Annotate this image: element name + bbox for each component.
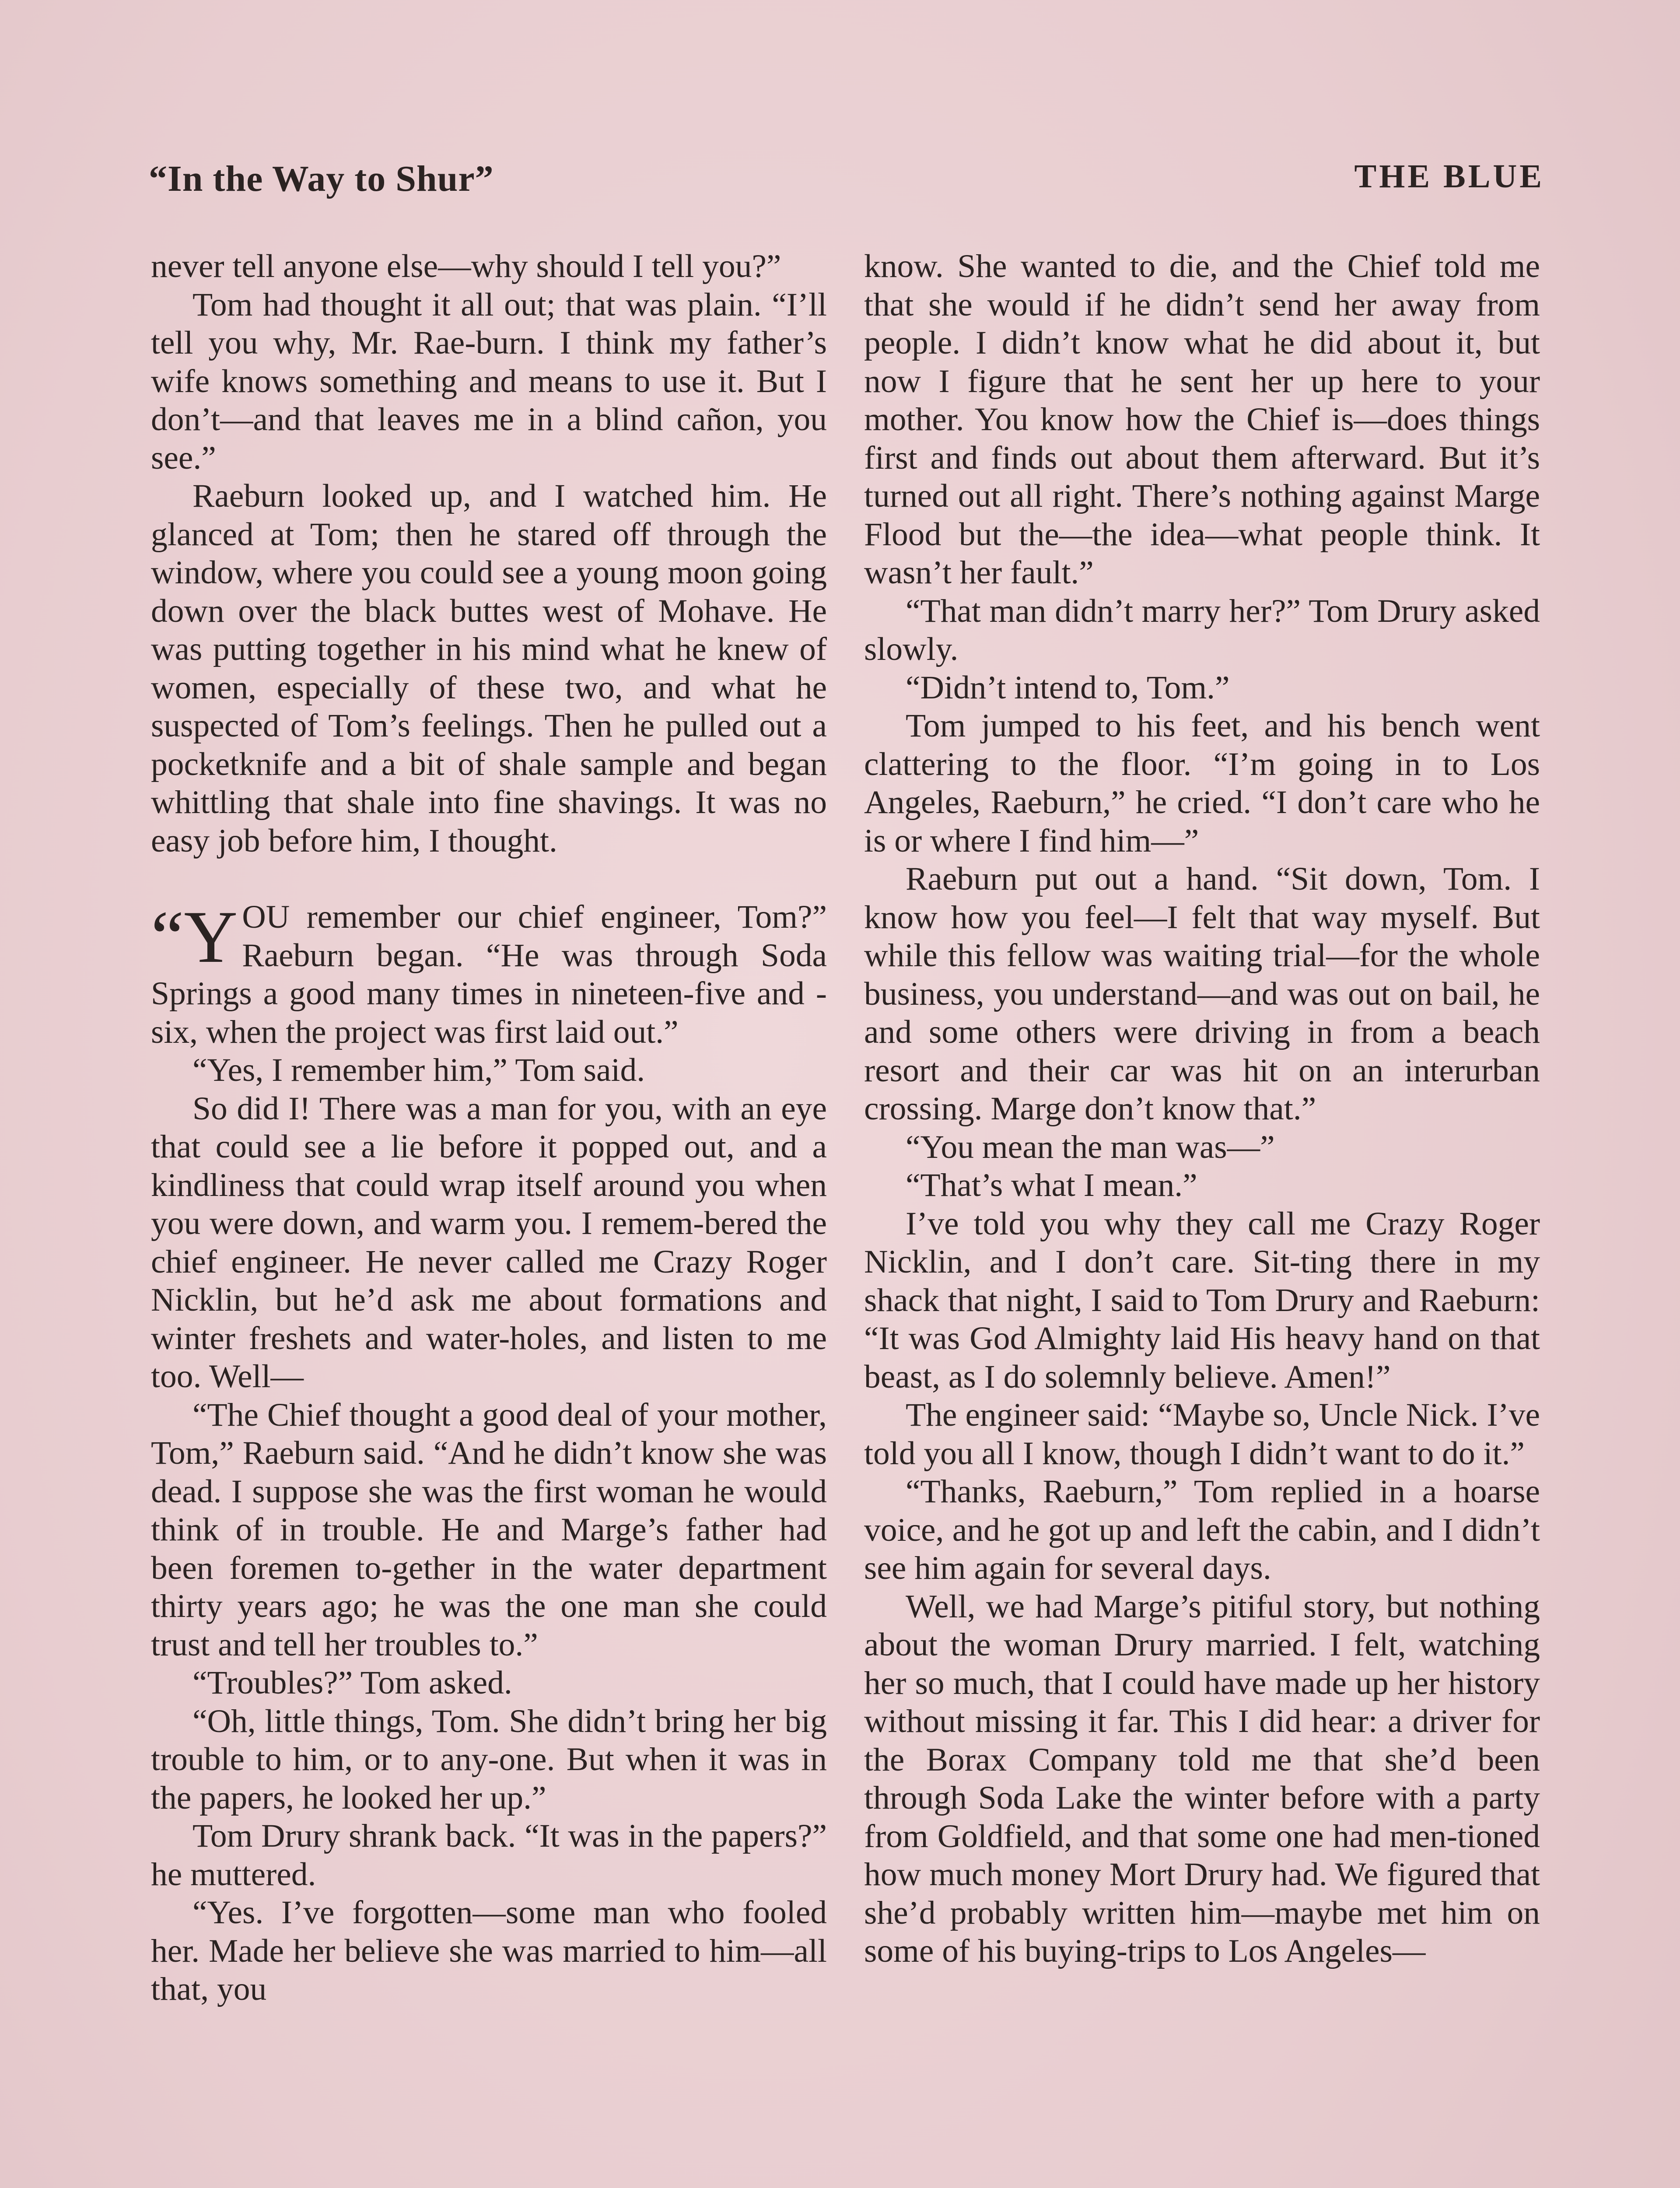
magazine-title: THE BLUE [1354, 158, 1544, 195]
right-column [864, 247, 1540, 1971]
story-title: “In the Way to Shur” [149, 158, 494, 199]
paragraph: Tom had thought it all out; that was plain. “I’ll tell you why, Mr. Rae-burn. I think my father’s wife knows something and means to use it. But I don’t—and that leaves me in a blind cañon, you see.” [151, 286, 827, 476]
paragraph: Raeburn put out a hand. “Sit down, Tom. I know how you feel—I felt that way myself. But while this fellow was waiting trial—for the whole business, you understand—and was out on bail, he and some others were driving in from a beach resort and their car was hit on an interurban crossing. Marge don’t know that.” [864, 861, 1540, 1127]
running-head [149, 158, 1544, 206]
paragraph: So did I! There was a man for you, with an eye that could see a lie before it popped out, and a kindliness that could wrap itself around you when you were down, and warm you. I remem-bered the chief engineer. He never called me Crazy Roger Nicklin, but he’d ask me about formations and winter freshets and water-holes, and listen to me too. Well— [151, 1090, 827, 1395]
paragraph: “You mean the man was—” [906, 1129, 1275, 1165]
paragraph: “Yes. I’ve forgotten—some man who fooled her. Made her believe she was married to him—all that, you [151, 1894, 827, 2007]
paragraph: Tom jumped to his feet, and his bench went clattering to the floor. “I’m going in to Los Angeles, Raeburn,” he cried. “I don’t care who he is or where I find him—” [864, 708, 1540, 859]
paragraph: I’ve told you why they call me Crazy Roger Nicklin, and I don’t care. Sit-ting there in my shack that night, I said to Tom Drury and Raeburn: “It was God Almighty laid His heavy hand on that beast, as I do solemnly believe. Amen!” [864, 1205, 1540, 1395]
paragraph: Well, we had Marge’s pitiful story, but nothing about the woman Drury married. I felt, watching her so much, that I could have made up her history without missing it far. This I did hear: a driver for the Borax Company told me that she’d been through Soda Lake the winter before with a party from Goldfield, and that some one had men-tioned how much money Mort Drury had. We figured that she’d probably written him—maybe met him on some of his buying-trips to Los Angeles— [864, 1588, 1540, 1969]
paragraph: “The Chief thought a good deal of your mother, Tom,” Raeburn said. “And he didn’t know she was dead. I suppose she was the first woman he would think of in trouble. He and Marge’s father had been foremen to-gether in the water department thirty years ago; he was the one man she could trust and tell her troubles to.” [151, 1396, 827, 1663]
left-column [151, 247, 827, 2009]
paragraph: “Didn’t intend to, Tom.” [906, 669, 1230, 706]
paragraph: “Yes, I remember him,” Tom said. [192, 1052, 645, 1088]
paragraph: “Oh, little things, Tom. She didn’t bring her big trouble to him, or to any-one. But when it was in the papers, he looked her up.” [151, 1703, 827, 1816]
paragraph: The engineer said: “Maybe so, Uncle Nick. I’ve told you all I know, though I didn’t want to do it.” [864, 1397, 1540, 1472]
paragraph: “That man didn’t marry her?” Tom Drury asked slowly. [864, 593, 1540, 667]
section-start-text: OU remember our chief engineer, Tom?” Raeburn began. “He was through Soda Springs a good many times in nineteen-five and -six, when the project was first laid out.” [151, 899, 827, 1050]
section-start-paragraph [151, 898, 827, 1051]
drop-cap: “Y [151, 896, 238, 978]
paragraph: know. She wanted to die, and the Chief told me that she would if he didn’t send her away from people. I didn’t know what he did about it, but now I figure that he sent her up here to your mother. You know how the Chief is—does things first and finds out about them afterward. But it’s turned out all right. There’s nothing against Marge Flood but the—the idea—what people think. It wasn’t her fault.” [864, 248, 1540, 591]
paragraph: never tell anyone else—why should I tell you?” [151, 248, 781, 284]
paragraph: “Troubles?” Tom asked. [192, 1665, 512, 1701]
paragraph: “Thanks, Raeburn,” Tom replied in a hoarse voice, and he got up and left the cabin, and I didn’t see him again for several days. [864, 1473, 1540, 1586]
paragraph: “That’s what I mean.” [906, 1167, 1197, 1203]
paragraph: Raeburn looked up, and I watched him. He glanced at Tom; then he stared off through the window, where you could see a young moon going down over the black buttes west of Mohave. He was putting together in his mind what he knew of women, especially of these two, and what he suspected of Tom’s feelings. Then he pulled out a pocketknife and a bit of shale sample and began whittling that shale into fine shavings. It was no easy job before him, I thought. [151, 478, 827, 859]
paragraph: Tom Drury shrank back. “It was in the papers?” he muttered. [151, 1818, 827, 1893]
